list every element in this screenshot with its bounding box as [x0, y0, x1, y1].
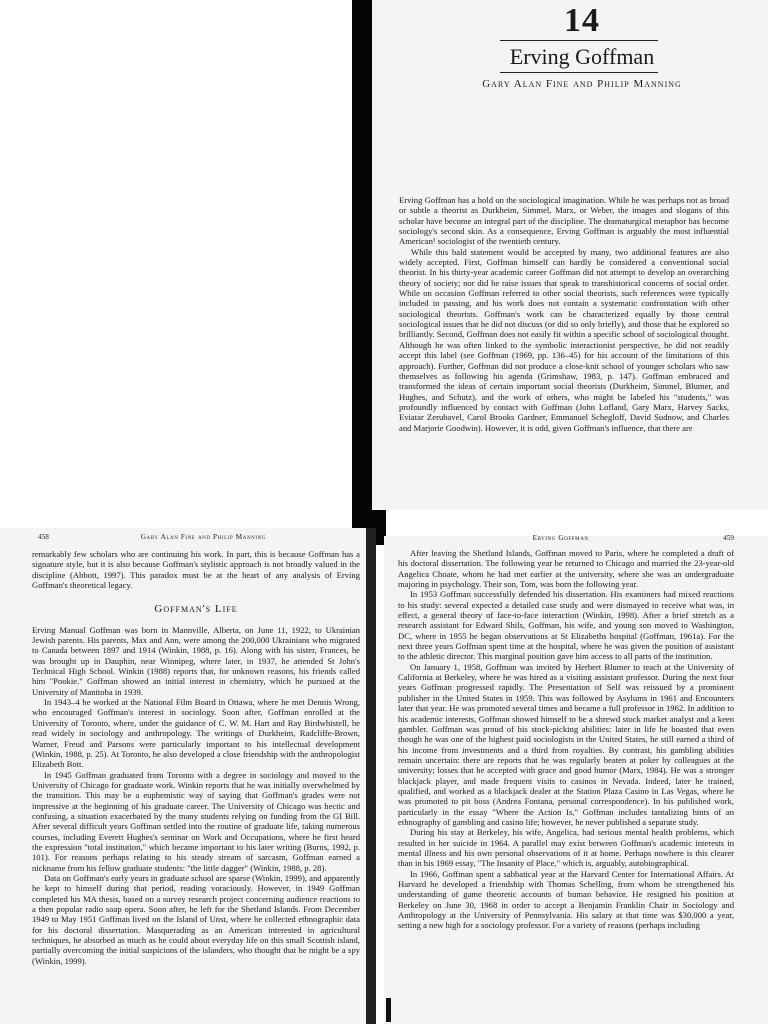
page-458-text — [32, 549, 360, 966]
paragraph: After leaving the Shetland Islands, Goffman moved to Paris, where he completed a draft of his doctoral dissertation. The following year he returned to Chicago and married the 23-year-old Angelica Choate, whom he had met earlier at the university, where she was an undergraduate majoring in psychology. Their son, Tom, was born the following year. — [398, 548, 734, 590]
chapter-authors: Gary Alan Fine and Philip Manning — [482, 78, 682, 90]
paragraph: remarkably few scholars who are continuing his work. In part, this is because Goffman has a signature style, but it is also because Goffman's stylistic approach is not broadly valued in the discipline (Abbott, 1997). This paradox must be at the heart of any analysis of Erving Goffman's theoretical legacy. — [32, 549, 360, 591]
chapter-number: 14 — [564, 2, 600, 39]
paragraph: Erving Goffman has a hold on the sociological imagination. While he was perhaps not as broad or subtle a theorist as Durkheim, Simmel, Marx, or Weber, the images and slogans of this scholar have become an integral part of the discipline. The dramaturgical metaphor has become sociology's second skin. As a consequence, Erving Goffman is arguably the most influential American¹ sociologist of the twentieth century. — [399, 195, 729, 247]
paragraph: On January 1, 1958, Goffman was invited by Herbert Blumer to teach at the University of California at Berkeley, where he was hired as a visiting assistant professor. During the next four years Goffman progressed rapidly. The Presentation of Self was reissued by a prominent publisher in the United States in 1959. This was followed by Asylums in 1961 and Encounters later that year. He was promoted several times and became a full professor in 1962. In addition to his academic interests, Goffman showed himself to be a shrewd stock market analyst and a keen gambler. Goffman was proud of his stock-picking abilities: later in life he boasted that even though he was one of the highest paid sociologists in the United States, he still earned a third of his income from investments and a third from royalties. By contrast, his gambling abilities remain uncertain: there are reports that he was regularly beaten at poker by colleagues at the university; losses that he accepted with grace and good humor (Marx, 1984). He was a stronger blackjack player, and made frequent visits to casinos in Nevada. Indeed, later he trained, qualified, and worked as a blackjack dealer at the Station Plaza Casino in Las Vegas, where he was promoted to pit boss (Andrea Fontana, personal correspondence). In his published work, particularly in the essay "Where the Action Is," Goffman includes tantalizing hints of an ethnography of gambling and casino life; however, he never published a separate study. — [398, 661, 734, 827]
divider — [500, 72, 658, 73]
page-header — [38, 533, 358, 541]
paragraph: Data on Goffman's early years in graduate school are sparse (Winkin, 1999), and apparently he kept to himself during that period, reading voraciously. However, in 1949 Goffman completed his MA thesis, based on a survey research project concerning audience reactions to a then popular radio soap opera. Soon after, he left for the Shetland Islands. From December 1949 to May 1951 Goffman lived on the Island of Unst, where he collected ethnographic data for his doctoral dissertation. Masquerading as an American interested in agricultural techniques, he absorbed as much as he could about everyday life on this small Scottish island, partially overcoming the initial suspicions of the islanders, who thought that he might be a spy (Winkin, 1999). — [32, 872, 360, 966]
paragraph: Erving Manual Goffman was born in Mannville, Alberta, on June 11, 1922, to Ukrainian Jewish parents. His parents, Max and Ann, were among the 200,000 Ukrainians who migrated to Canada between 1897 and 1914 (Winkin, 1988, p. 16). Along with his sister, Frances, he was brought up in Dauphin, near Winnipeg, where later, in 1937, he attended St John's Technical High School. Winkin (1988) reports that, for unknown reasons, his friends called him "Pookie." Goffman showed an initial interest in chemistry, which he pursued at the University of Manitoba in 1939. — [32, 624, 360, 697]
section-heading: Goffman's Life — [154, 603, 238, 616]
chapter-title: Erving Goffman — [509, 44, 655, 69]
page-number: 458 — [38, 533, 49, 541]
paragraph: During his stay at Berkeley, his wife, Angelica, had serious mental health problems, which resulted in her suicide in 1964. A parallel may exist between Goffman's academic interests in mental illness and his own personal observations of it at home. Perhaps nowhere is this clearer than in his 1969 essay, "The Insanity of Place," which is, arguably, autobiographical. — [398, 827, 734, 869]
running-head: Gary Alan Fine and Philip Manning — [140, 533, 267, 541]
page-number: 459 — [723, 534, 734, 542]
page-header — [398, 534, 734, 542]
paragraph: In 1953 Goffman successfully defended his dissertation. His examiners had mixed reactions to his study: several expected a detailed case study and were dismayed to receive what was, in effect, a general theory of face-to-face interaction (Winkin, 1998). After a brief stretch as a research assistant for Edward Shils, Goffman, his wife, and young son moved to Washington, DC, where in 1955 he began observations at St Elizabeths hospital (Goffman, 1961a). For the next three years Goffman spent time at the hospital, where he was given the position of assistant to the athletic director. This marginal position gave him access to all parts of the institution. — [398, 589, 734, 662]
paragraph: In 1945 Goffman graduated from Toronto with a degree in sociology and moved to the University of Chicago for graduate work. Winkin reports that he was initially overwhelmed by the transition. This may be a euphemistic way of saying that Goffman's grades were not impressive at the beginning of his graduate career. The University of Chicago was hectic and confusing, a situation exacerbated by the many students relying on funding from the GI Bill. After several difficult years Goffman settled into the routine of graduate life, taking numerous courses, including Everett Hughes's seminar on Work and Occupations, where he first heard the expression "total institution," which became important to his later writing (Burns, 1992, p. 101). For reasons perhaps relating to his steady stream of sarcasm, Goffman earned a nickname from his fellow graduate students: "the little dagger" (Winkin, 1988, p. 28). — [32, 769, 360, 873]
running-head: Erving Goffman — [532, 534, 589, 542]
paragraph: In 1966, Goffman spent a sabbatical year at the Harvard Center for International Affairs. At Harvard he developed a friendship with Thomas Schelling, from whom he strengthened his understanding of game theoretic accounts of human behavior. He resigned his position at Berkeley on June 30, 1968 in order to accept a Benjamin Franklin Chair in Sociology and Anthropology at the University of Pennsylvania. His salary at that time was $30,000 a year, setting a new high for a sociology professor. For a variety of reasons (perhaps including — [398, 868, 734, 931]
paragraph: In 1943–4 he worked at the National Film Board in Ottawa, where he met Dennis Wrong, who encouraged Goffman's interest in sociology. Soon after, Goffman enrolled at the University of Toronto, where, under the guidance of C. W. M. Hart and Ray Birdwhistell, he read widely in sociology and anthropology. The writings of Durkheim, Radcliffe-Brown, Warner, Freud and Parsons were particularly important to his intellectual development (Winkin, 1988, p. 25). At Toronto, he also developed a close friendship with the anthropologist Elizabeth Bott. — [32, 697, 360, 770]
paragraph: While this bald statement would be accepted by many, two additional features are also widely accepted. First, Goffman himself can hardly be considered a conventional social theorist. In his thirty-year academic career Goffman did not attempt to develop an overarching theory of society; nor did he raise issues that speak to transhistorical concerns of social order. While on occasion Goffman referred to other social theorists, such references were typically included in passing, and his work does not contain a systematic confrontation with other sociological theorists. Goffman's work can be characterized equally by those central sociological issues that he did not discuss (or did so only briefly), and those that he explored so brilliantly. Second, Goffman does not easily fit within a specific school of sociological thought. Although he was often linked to the symbolic interactionist perspective, he did not readily accept this label (see Goffman (1969, pp. 136–45) for his account of the limitations of this approach). Further, Goffman did not produce a close-knit school of younger scholars who saw themselves as following his agenda (Grimshaw, 1983, p. 147). Goffman embraced and transformed the ideas of certain important social theorists (Durkheim, Simmel, Blumer, and Hughes, and Schutz), and the work of others, who might be labeled his "students," was profoundly influenced by contact with Goffman (John Lofland, Gary Marx, Harvey Sacks, Eviatar Zerubavel, Carol Brooks Gardner, Emmanuel Schegloff, David Sudnow, and Charles and Marjorie Goodwin). However, it is odd, given Goffman's influence, that there are — [399, 246, 729, 433]
scan-artifact — [386, 998, 391, 1022]
page-459-text — [398, 548, 734, 931]
divider — [500, 40, 658, 41]
opening-text — [399, 195, 729, 433]
page-edge-shadow — [366, 528, 376, 1024]
